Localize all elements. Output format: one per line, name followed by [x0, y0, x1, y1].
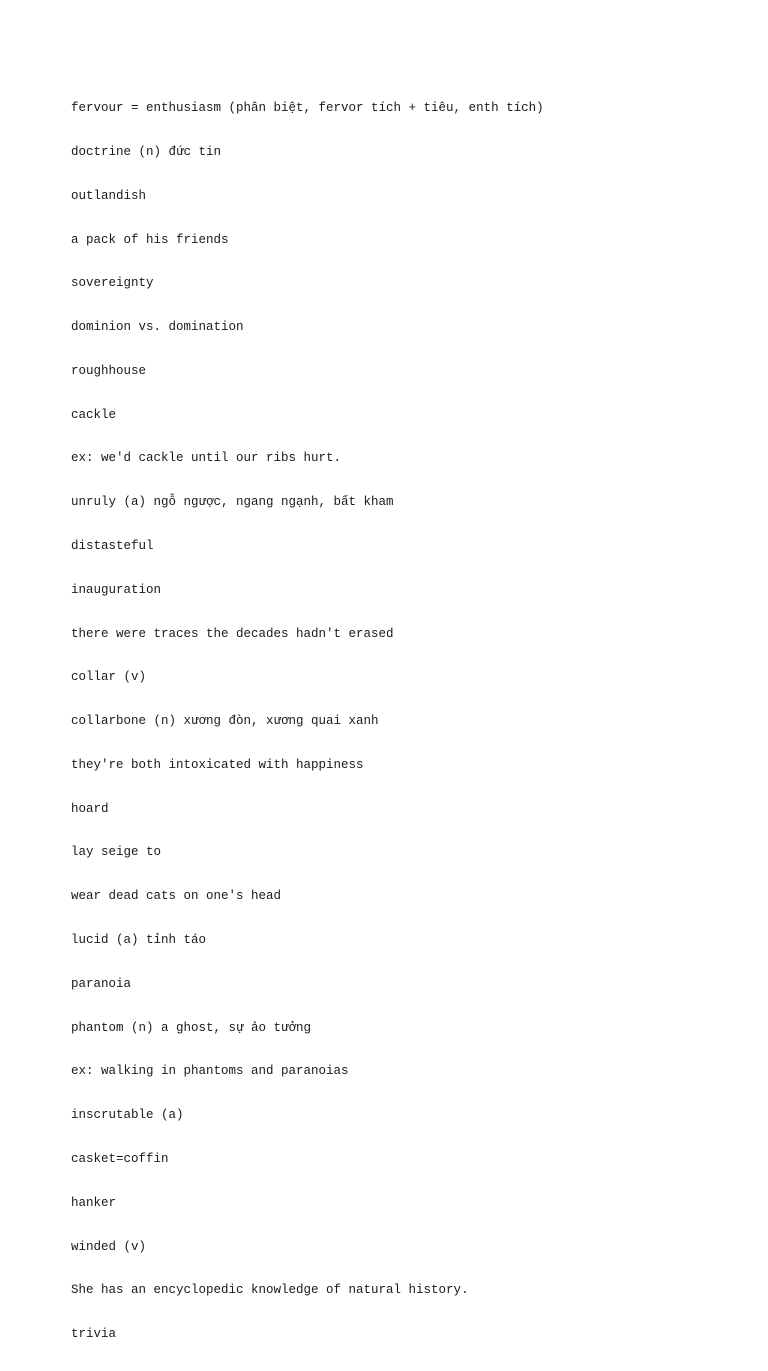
note-line: ex: walking in phantoms and paranoias — [71, 1064, 349, 1079]
note-line: phantom (n) a ghost, sự ảo tưởng — [71, 1020, 312, 1035]
note-line: inscrutable (a) — [71, 1108, 184, 1123]
note-line: hanker — [71, 1195, 117, 1210]
vocabulary-notes — [71, 72, 544, 1371]
note-line: paranoia — [71, 976, 132, 991]
note-line: winded (v) — [71, 1239, 147, 1254]
note-line: collar (v) — [71, 670, 147, 685]
note-line: distasteful — [71, 539, 154, 553]
note-line: inauguration — [71, 582, 162, 597]
note-line: trivia — [71, 1327, 117, 1342]
note-line: fervour = enthusiasm (phân biệt, fervor tích + tiêu, enth tích) — [71, 101, 544, 116]
note-line: She has an encyclopedic knowledge of natural history. — [71, 1283, 469, 1298]
note-line: casket=coffin — [71, 1151, 169, 1166]
note-line: a pack of his friends — [71, 232, 229, 247]
note-line: collarbone (n) xương đòn, xương quai xanh — [71, 714, 379, 729]
note-line: there were traces the decades hadn't erased — [71, 626, 394, 641]
note-line: ex: we'd cackle until our ribs hurt. — [71, 451, 342, 466]
note-line: lucid (a) tỉnh táo — [71, 933, 207, 948]
note-line: roughhouse — [71, 363, 147, 378]
note-line: wear dead cats on one's head — [71, 889, 282, 904]
note-line: dominion vs. domination — [71, 320, 244, 335]
note-line: unruly (a) ngỗ ngược, ngang ngạnh, bất kham — [71, 495, 394, 510]
note-line: doctrine (n) đức tin — [71, 144, 222, 159]
note-line: hoard — [71, 801, 109, 816]
note-line: outlandish — [71, 188, 147, 203]
note-line: cackle — [71, 407, 117, 422]
note-line: lay seige to — [71, 845, 162, 860]
note-line: sovereignty — [71, 276, 154, 291]
note-line: they're both intoxicated with happiness — [71, 757, 364, 772]
